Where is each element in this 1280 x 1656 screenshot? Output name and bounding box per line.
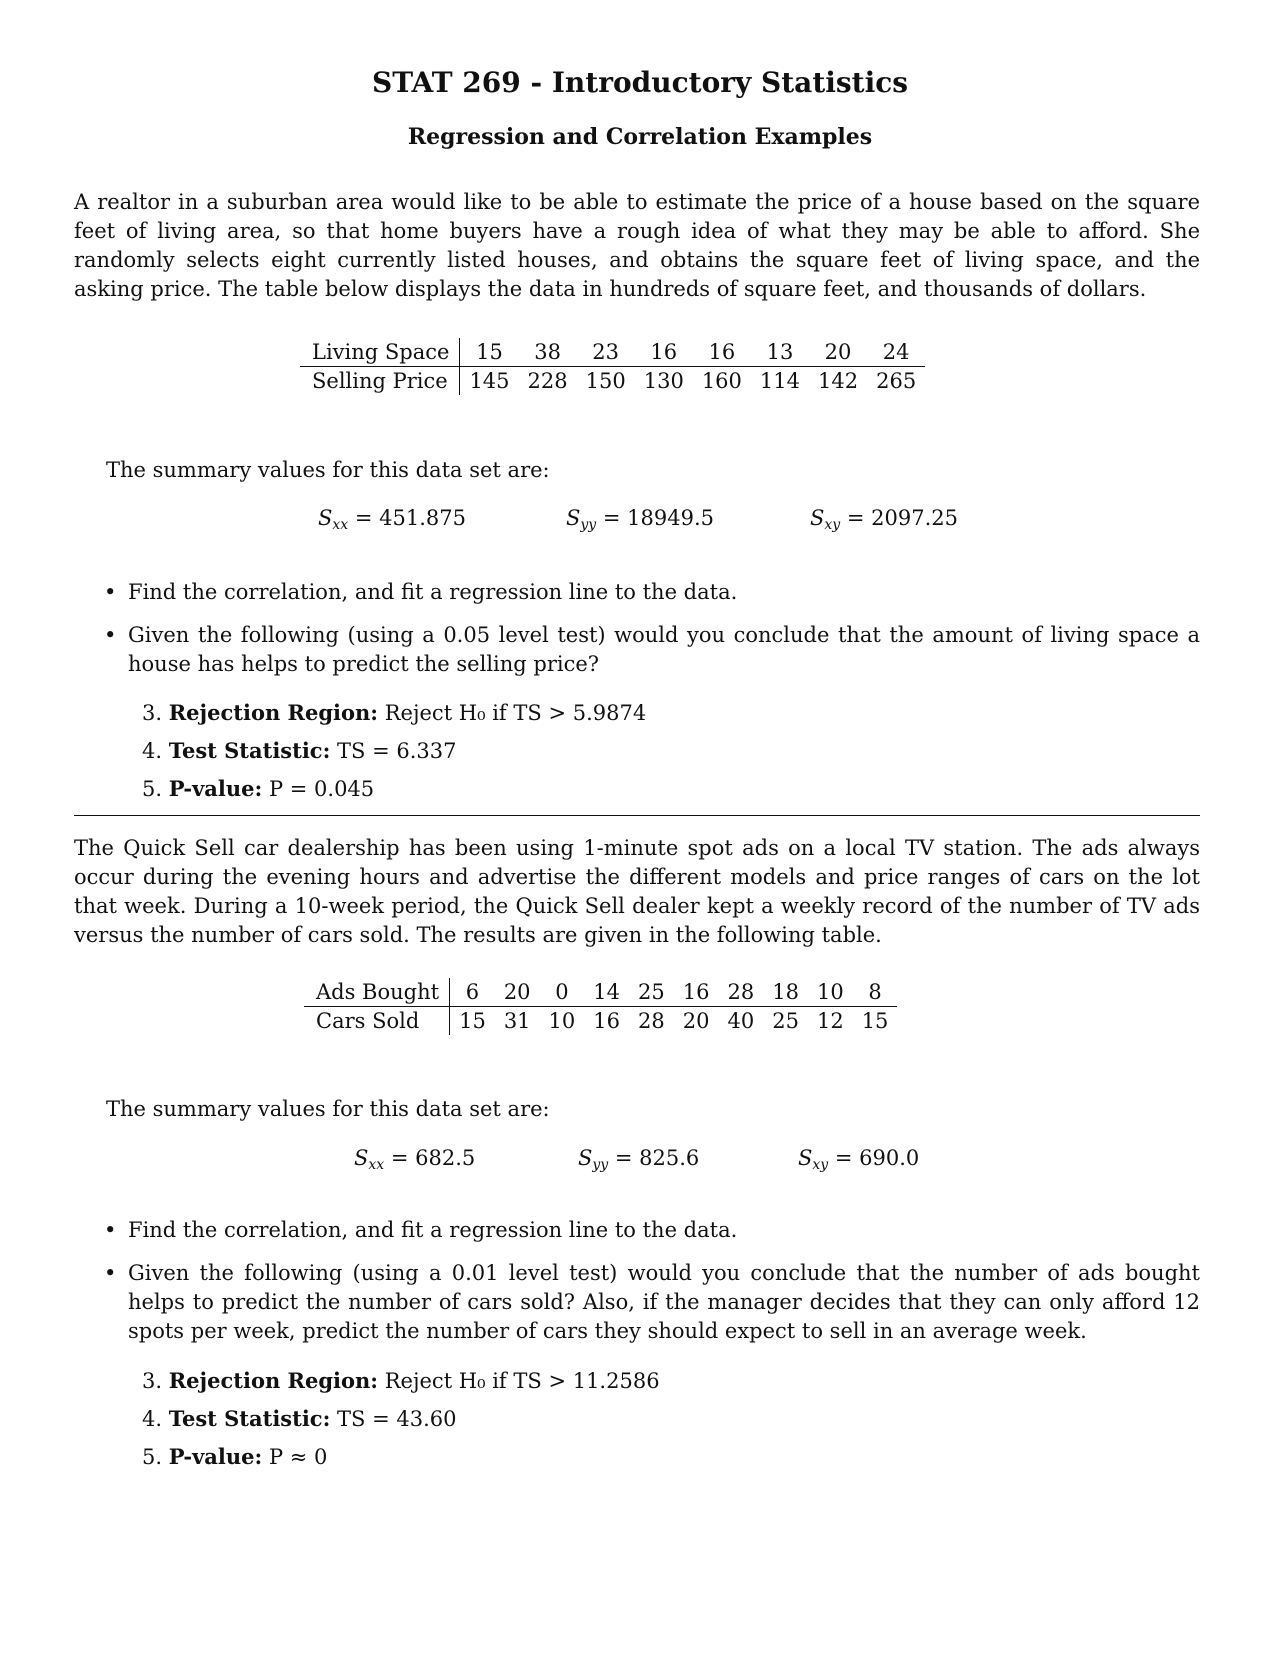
list-item: • Given the following (using a 0.05 level test) would you conclude that the amount of living space a house has helps to predict the selling price? [100,621,1200,679]
sxx-value: $S_{xx} = 451.875$ [318,506,466,533]
table-cell: 24 [867,338,925,367]
step-item: 4. Test Statistic: TS = 43.60 [142,1406,457,1431]
problem2-intro: The Quick Sell car dealership has been using 1-minute spot ads on a local TV station. The ads always occur during the evening hours and advertise the different models and price ranges of cars on the lot that week. During a 10-week period, the Quick Sell dealer kept a weekly record of the number of TV ads versus the number of cars sold. The results are given in the following table. [74,836,1200,947]
table-row [300,338,925,367]
table-cell: 12 [816,1009,844,1033]
row-label: Cars Sold [304,1007,450,1036]
syy-value: $S_{yy} = 825.6$ [578,1146,700,1173]
problem1-data-table [300,338,925,395]
section-divider [74,815,1200,816]
table-cell: 16 [593,1009,621,1033]
table-cell: 114 [759,369,800,393]
step-item: 3. Rejection Region: Reject H₀ if TS > 5.9874 [142,700,647,725]
table-cell: 130 [643,369,684,393]
table-cell: 28 [638,1009,665,1033]
table-cell: 265 [876,369,917,393]
table-cell: 20 [809,338,867,367]
sxy-value: $S_{xy} = 690.0$ [798,1146,920,1173]
table-cell: 20 [682,1009,710,1033]
row-label: Selling Price [300,367,460,396]
row-label: Ads Bought [304,978,450,1007]
sxx-value: $S_{xx} = 682.5$ [354,1146,476,1173]
table-row [304,1007,897,1036]
table-cell: 16 [674,978,719,1007]
table-cell: 38 [519,338,577,367]
list-item: • Find the correlation, and fit a regression line to the data. [100,1216,1200,1245]
list-item: • Given the following (using a 0.01 level test) would you conclude that the number of ads bought helps to predict the number of cars sold? Also, if the manager decides that they can only afford 12 spots per week, predict the number of cars they should expect to sell in an average week. [100,1259,1200,1346]
table-cell: 40 [727,1009,755,1033]
problem1-summary-intro: The summary values for this data set are: [106,458,550,482]
table-row [304,978,897,1007]
table-cell: 145 [469,369,510,393]
table-cell: 160 [701,369,742,393]
table-cell: 25 [629,978,674,1007]
table-cell: 150 [585,369,626,393]
problem1-steps [142,694,646,808]
table-cell: 14 [584,978,629,1007]
table-row [300,367,925,396]
table-cell: 25 [772,1009,799,1033]
table-cell: 142 [818,369,859,393]
step-item: 4. Test Statistic: TS = 6.337 [142,738,457,763]
problem2-data-table [304,978,897,1035]
table-cell: 15 [459,1009,486,1033]
problem2-summary-intro: The summary values for this data set are: [106,1097,550,1121]
sxy-value: $S_{xy} = 2097.25$ [810,506,958,533]
problem1-tasks [100,578,1200,693]
problem2-tasks [100,1216,1200,1360]
row-label: Living Space [300,338,460,367]
table-cell: 23 [577,338,635,367]
table-cell: 228 [527,369,568,393]
table-cell: 6 [450,978,495,1007]
table-cell: 0 [540,978,585,1007]
problem1-intro: A realtor in a suburban area would like to be able to estimate the price of a house based on the square feet of living area, so that home buyers have a rough idea of what they may be able to afford. She randomly selects eight currently listed houses, and obtains the square feet of living space, and the asking price. The table below displays the data in hundreds of square feet, and thousands of dollars. [74,190,1200,301]
table-cell: 20 [495,978,540,1007]
table-cell: 10 [808,978,853,1007]
table-cell: 10 [548,1009,576,1033]
table-cell: 18 [763,978,808,1007]
step-item: 3. Rejection Region: Reject H₀ if TS > 11.2586 [142,1368,660,1393]
table-cell: 31 [503,1009,531,1033]
list-item: • Find the correlation, and fit a regression line to the data. [100,578,1200,607]
syy-value: $S_{yy} = 18949.5$ [566,506,715,533]
page-subtitle: Regression and Correlation Examples [407,124,873,150]
problem2-steps [142,1362,660,1476]
table-cell: 15 [460,338,519,367]
table-cell: 28 [718,978,763,1007]
table-cell: 16 [693,338,751,367]
step-item: 5. P-value: P ≈ 0 [142,1444,328,1469]
table-cell: 15 [861,1009,889,1033]
page-title: STAT 269 - Introductory Statistics [371,66,909,99]
table-cell: 16 [635,338,693,367]
table-cell: 8 [853,978,898,1007]
table-cell: 13 [751,338,809,367]
step-item: 5. P-value: P = 0.045 [142,776,375,801]
